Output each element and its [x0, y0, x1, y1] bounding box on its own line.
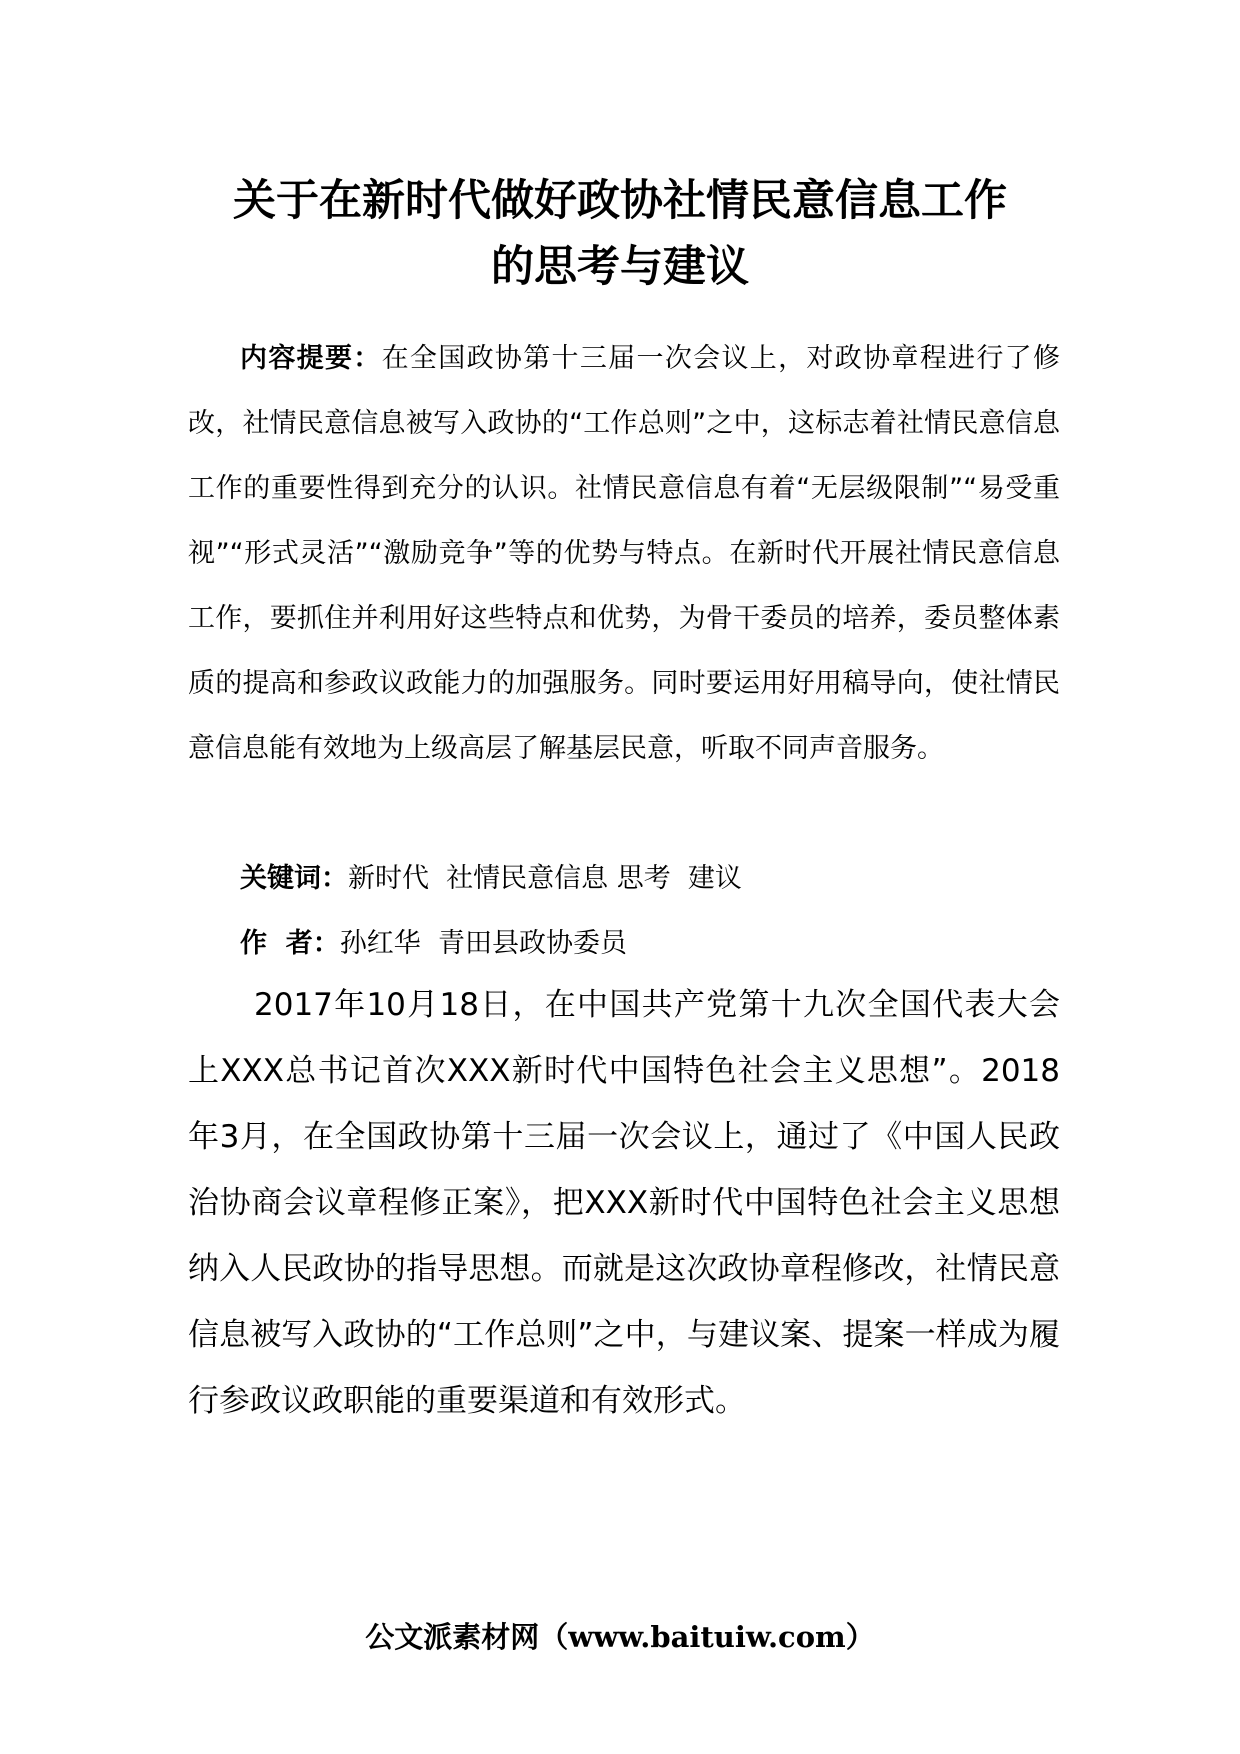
keywords-line — [188, 846, 1060, 911]
author-label: 作 者： — [240, 928, 340, 959]
keywords-label: 关键词： — [240, 863, 348, 894]
abstract-paragraph — [188, 326, 1060, 781]
author-text: 孙红华 青田县政协委员 — [339, 928, 627, 959]
title-line-1: 关于在新时代做好政协社情民意信息工作 — [233, 176, 1007, 226]
abstract-label: 内容提要： — [240, 343, 382, 374]
body-paragraph: 2017年10月18日，在中国共产党第十九次全国代表大会上XXX总书记首次XXX新时代中国特色社会主义思想”。2018年3月，在全国政协第十三届一次会议上，通过了《中国人民政治协商会议章程修正案》，把XXX新时代中国特色社会主义思想纳入人民政协的指导思想。而就是这次政协章程修改，社情民意信息被写入政协的“工作总则”之中，与建议案、提案一样成为履行参政议政职能的重要渠道和有效形式。 — [188, 987, 1060, 1419]
abstract-text: 在全国政协第十三届一次会议上，对政协章程进行了修改，社情民意信息被写入政协的“工作总则”之中，这标志着社情民意信息工作的重要性得到充分的认识。社情民意信息有着“无层级限制”“易受重视”“形式灵活”“激励竞争”等的优势与特点。在新时代开展社情民意信息工作，要抓住并利用好这些特点和优势，为骨干委员的培养，委员整体素质的提高和参政议政能力的加强服务。同时要运用好用稿导向，使社情民意信息能有效地为上级高层了解基层民意，听取不同声音服务。 — [188, 343, 1061, 764]
document-title — [150, 168, 1090, 300]
footer-watermark: 公文派素材网（www.baituiw.com） — [365, 1620, 875, 1654]
title-line-2: 的思考与建议 — [491, 242, 749, 292]
author-line — [188, 911, 1060, 976]
keywords-text: 新时代 社情民意信息 思考 建议 — [348, 863, 742, 894]
